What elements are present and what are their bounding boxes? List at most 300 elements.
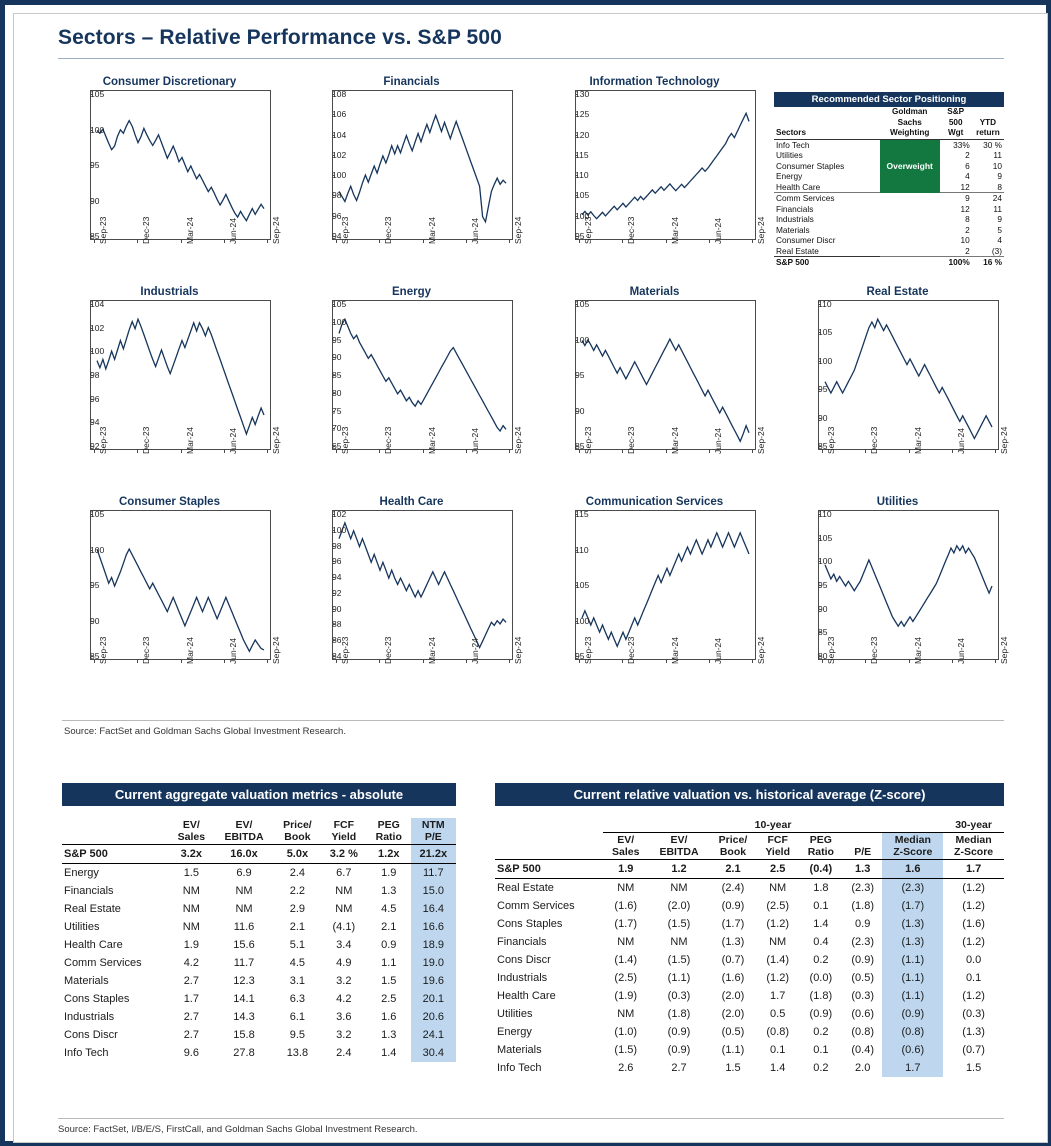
y-tick-mark — [818, 304, 821, 305]
series-line — [576, 301, 756, 450]
x-tick-mark — [94, 240, 95, 243]
y-tick-mark — [575, 94, 578, 95]
y-tick-mark — [90, 236, 93, 237]
chart-title: Information Technology — [589, 76, 720, 88]
abs-cell: 9.5 — [289, 1029, 306, 1041]
abs-cell: 3.2x — [169, 845, 214, 864]
rel-cell: (1.8) — [809, 990, 833, 1002]
rel-cell: (1.9) — [614, 990, 638, 1002]
rec-sector: Financials — [776, 203, 814, 214]
x-tick-mark — [267, 450, 268, 453]
plot-frame — [332, 90, 513, 240]
rel-cell: (0.8) — [882, 1023, 943, 1041]
rec-title: Recommended Sector Positioning — [774, 92, 1004, 107]
abs-cell: 3.6 — [336, 1011, 352, 1023]
abs-cell: 2.2 — [289, 885, 306, 897]
rel-cell: (1.4) — [614, 954, 638, 966]
rel-row — [495, 933, 1004, 951]
plot-area-wrapper — [547, 510, 766, 736]
abs-cell: 15.8 — [233, 1029, 255, 1041]
rel-cell: 0.2 — [813, 1026, 829, 1038]
x-tick-label: Sep-23 — [583, 216, 593, 244]
series-line — [91, 301, 271, 450]
rel-cell: (0.4) — [799, 860, 843, 879]
abs-row — [62, 954, 456, 972]
rel-row-label: Materials — [497, 1044, 542, 1056]
rel-cell: (1.1) — [882, 969, 943, 987]
chart-title: Industrials — [140, 286, 199, 298]
rel-row-label: Cons Staples — [497, 918, 563, 930]
y-tick-mark — [90, 550, 93, 551]
y-tick-mark — [332, 175, 335, 176]
x-tick-label: Sep-23 — [98, 426, 108, 454]
rec-spx-weight: 12 — [960, 203, 970, 214]
x-tick-mark — [995, 450, 996, 453]
abs-cell: 20.6 — [411, 1008, 456, 1026]
x-tick-mark — [94, 660, 95, 663]
x-tick-mark — [822, 660, 823, 663]
rel-col-6: P/E — [843, 833, 883, 860]
x-tick-mark — [224, 450, 225, 453]
rel-cell: (0.9) — [667, 1026, 691, 1038]
abs-col-2: EV/ EBITDA — [214, 818, 274, 845]
x-tick-label: Dec-23 — [869, 636, 880, 664]
y-tick-mark — [332, 446, 335, 447]
rel-cell: (0.9) — [721, 900, 745, 912]
rel-cell: (1.7) — [882, 897, 943, 915]
plot-area-wrapper — [62, 510, 281, 736]
abs-cell: 2.9 — [289, 903, 306, 915]
x-tick-label: Sep-24 — [756, 426, 766, 454]
rec-spx-weight: 10 — [960, 235, 970, 245]
rel-cell: (1.3) — [882, 915, 943, 933]
rec-sector: Consumer Discr — [776, 235, 836, 245]
abs-row — [62, 972, 456, 990]
abs-cell: 2.1 — [381, 921, 397, 933]
chart-real-estate — [790, 286, 1009, 526]
chart-title: Real Estate — [866, 286, 929, 298]
x-tick-label: Dec-23 — [141, 216, 152, 244]
y-tick-mark — [332, 609, 335, 610]
plot-area-wrapper — [547, 90, 766, 316]
abs-cell: 2.1 — [289, 921, 306, 933]
rel-cell: 0.4 — [813, 936, 829, 948]
x-tick-label: Jun-24 — [469, 218, 480, 244]
y-tick-mark — [818, 585, 821, 586]
rel-cell: (0.9) — [851, 954, 874, 966]
abs-cell: 1.6 — [381, 1011, 397, 1023]
x-tick-label: Dec-23 — [141, 636, 152, 664]
rel-cell: (1.5) — [667, 918, 691, 930]
rel-cell: (1.7) — [614, 918, 638, 930]
rec-ytd-return: 24 — [992, 193, 1002, 203]
rel-cell: (1.0) — [614, 1026, 638, 1038]
abs-cell: 6.9 — [236, 867, 252, 879]
abs-row-label: Comm Services — [64, 957, 142, 969]
x-tick-mark — [822, 450, 823, 453]
y-tick-mark — [332, 340, 335, 341]
x-tick-mark — [466, 660, 467, 663]
abs-row-label: Energy — [64, 867, 99, 879]
y-tick-mark — [818, 561, 821, 562]
abs-row — [62, 900, 456, 918]
x-tick-mark — [181, 660, 182, 663]
abs-cell: 19.0 — [411, 954, 456, 972]
x-tick-label: Mar-24 — [426, 217, 437, 244]
rec-row — [774, 214, 1004, 225]
rec-table — [774, 107, 1004, 268]
rec-spx-weight: 4 — [965, 171, 970, 181]
rec-sector: Comm Services — [776, 193, 835, 203]
rel-cell: (2.5) — [766, 900, 789, 912]
abs-cell: 6.3 — [289, 993, 306, 1005]
x-tick-label: Sep-23 — [98, 636, 108, 664]
rel-col-2: EV/ EBITDA — [649, 833, 710, 860]
plot-frame — [90, 90, 271, 240]
rel-cell: (0.8) — [766, 1026, 789, 1038]
rel-cell: (1.1) — [882, 987, 943, 1005]
abs-cell: 2.7 — [183, 975, 199, 987]
rel-cell: 1.7 — [943, 860, 1004, 879]
y-tick-mark — [575, 236, 578, 237]
abs-row-label: Cons Discr — [64, 1029, 118, 1041]
plot-frame — [90, 300, 271, 450]
bottom-source: Source: FactSet, I/B/E/S, FirstCall, and Goldman Sachs Global Investment Research. — [58, 1124, 418, 1135]
y-tick-mark — [818, 389, 821, 390]
series-line — [333, 91, 513, 240]
plot-frame — [332, 300, 513, 450]
chart-consumer-discretionary — [62, 76, 281, 316]
y-tick-mark — [818, 538, 821, 539]
rel-row — [495, 987, 1004, 1005]
plot-frame — [818, 510, 999, 660]
rec-col-sectors: Sectors — [774, 107, 880, 139]
y-tick-mark — [90, 328, 93, 329]
x-tick-label: Sep-24 — [756, 636, 766, 664]
abs-cell: 1.5 — [381, 975, 397, 987]
rec-row — [774, 204, 1004, 215]
rec-col-ytd: YTD return — [972, 107, 1004, 139]
abs-benchmark-row — [62, 845, 456, 864]
y-tick-mark — [332, 624, 335, 625]
rel-col-8: Median Z-Score — [943, 833, 1004, 860]
rel-row-label: Financials — [497, 936, 547, 948]
rel-cell: (0.8) — [851, 1026, 874, 1038]
y-tick-mark — [818, 514, 821, 515]
y-tick-mark — [818, 609, 821, 610]
y-tick-mark — [332, 322, 335, 323]
x-tick-label: Sep-23 — [340, 216, 350, 244]
x-tick-label: Dec-23 — [626, 426, 637, 454]
rel-cell: (0.6) — [882, 1041, 943, 1059]
rel-cell: 2.1 — [709, 860, 756, 879]
x-tick-label: Sep-23 — [583, 426, 593, 454]
title-divider — [58, 58, 1004, 59]
x-tick-mark — [865, 450, 866, 453]
y-tick-mark — [90, 621, 93, 622]
plot-frame — [818, 300, 999, 450]
rel-cell: (0.5) — [721, 1026, 745, 1038]
x-tick-mark — [666, 660, 667, 663]
x-tick-mark — [181, 240, 182, 243]
abs-cell: 2.7 — [183, 1011, 199, 1023]
y-tick-mark — [90, 94, 93, 95]
rel-cell: NM — [670, 882, 688, 894]
y-tick-mark — [575, 195, 578, 196]
rel-cell: 2.5 — [757, 860, 799, 879]
y-tick-mark — [90, 304, 93, 305]
abs-cell: 4.5 — [289, 957, 306, 969]
y-tick-mark — [575, 514, 578, 515]
abs-cell: 15.0 — [411, 882, 456, 900]
rel-group-blank — [495, 818, 603, 833]
abs-cell: 3.1 — [289, 975, 306, 987]
abs-row — [62, 1044, 456, 1062]
x-tick-mark — [666, 450, 667, 453]
rel-row-label: Industrials — [497, 972, 548, 984]
rec-row — [774, 139, 1004, 150]
x-tick-mark — [952, 450, 953, 453]
plot-frame — [575, 510, 756, 660]
x-tick-mark — [336, 450, 337, 453]
rel-cell: 2.0 — [855, 1062, 871, 1074]
x-tick-label: Sep-24 — [271, 636, 281, 664]
rec-spx-weight: 9 — [965, 193, 970, 203]
y-tick-mark — [818, 446, 821, 447]
abs-header-row — [62, 818, 456, 845]
y-tick-mark — [90, 130, 93, 131]
rel-row — [495, 1005, 1004, 1023]
rel-row — [495, 1059, 1004, 1077]
x-tick-mark — [137, 240, 138, 243]
rec-sector: Info Tech — [776, 139, 810, 150]
rec-overweight-block: Overweight — [880, 139, 940, 193]
rel-cell: 0.1 — [965, 972, 982, 984]
series-line — [91, 91, 271, 240]
rel-col-3: Price/ Book — [709, 833, 756, 860]
y-tick-mark — [90, 514, 93, 515]
rel-cell: NM — [769, 882, 787, 894]
x-tick-label: Sep-24 — [513, 216, 523, 244]
x-tick-label: Mar-24 — [669, 217, 680, 244]
x-tick-label: Sep-24 — [999, 426, 1009, 454]
rel-row-label: Energy — [497, 1026, 532, 1038]
rel-row-label: S&P 500 — [495, 860, 603, 879]
x-tick-mark — [709, 450, 710, 453]
abs-row-label: Utilities — [64, 921, 100, 933]
y-tick-mark — [332, 357, 335, 358]
rel-col-0 — [495, 833, 603, 860]
x-tick-mark — [909, 660, 910, 663]
rel-cell: (1.1) — [667, 972, 691, 984]
x-tick-label: Mar-24 — [912, 637, 923, 664]
chart-financials — [304, 76, 523, 316]
x-tick-mark — [622, 660, 623, 663]
plot-frame — [332, 510, 513, 660]
chart-utilities — [790, 496, 1009, 736]
abs-cell: 1.4 — [381, 1047, 397, 1059]
absolute-valuation-table — [62, 818, 456, 1062]
rel-cell: (1.3) — [962, 1026, 985, 1038]
rel-cell: (2.0) — [721, 990, 745, 1002]
rec-ytd-return: 11 — [993, 203, 1002, 214]
rel-cell: 0.2 — [813, 954, 829, 966]
x-tick-label: Mar-24 — [184, 637, 195, 664]
rel-row — [495, 1041, 1004, 1059]
rel-cell: (0.7) — [721, 954, 745, 966]
rel-cell: NM — [617, 936, 635, 948]
rel-row-label: Comm Services — [497, 900, 575, 912]
x-tick-label: Jun-24 — [227, 428, 238, 454]
rel-row-label: Health Care — [497, 990, 556, 1002]
y-tick-mark — [332, 236, 335, 237]
abs-cell: 1.5 — [183, 867, 199, 879]
x-tick-label: Dec-23 — [383, 216, 394, 244]
chart-title: Energy — [392, 286, 431, 298]
rec-spx-weight: 12 — [940, 182, 972, 193]
abs-col-5: PEG Ratio — [367, 818, 411, 845]
abs-cell: 1.9 — [183, 939, 199, 951]
y-tick-mark — [332, 135, 335, 136]
x-tick-mark — [952, 660, 953, 663]
abs-cell: NM — [182, 903, 200, 915]
x-tick-mark — [865, 660, 866, 663]
x-tick-label: Dec-23 — [383, 426, 394, 454]
rel-row — [495, 897, 1004, 915]
plot-area-wrapper — [790, 510, 1009, 736]
rel-cell: (0.5) — [851, 972, 874, 984]
plot-area-wrapper — [304, 300, 523, 526]
rel-cell: (1.2) — [962, 900, 985, 912]
plot-area-wrapper — [547, 300, 766, 526]
x-tick-label: Jun-24 — [955, 638, 966, 664]
abs-row — [62, 882, 456, 900]
x-tick-mark — [379, 240, 380, 243]
rel-cell: NM — [617, 882, 635, 894]
abs-cell: 16.4 — [411, 900, 456, 918]
chart-title: Health Care — [379, 496, 444, 508]
y-tick-mark — [332, 428, 335, 429]
abs-cell: 5.1 — [289, 939, 306, 951]
abs-cell: NM — [182, 885, 200, 897]
rel-cell: 0.1 — [770, 1044, 786, 1056]
x-tick-mark — [622, 240, 623, 243]
abs-row-label: Financials — [64, 885, 114, 897]
y-tick-mark — [90, 446, 93, 447]
y-tick-mark — [575, 135, 578, 136]
x-tick-label: Dec-23 — [141, 426, 152, 454]
y-tick-mark — [90, 201, 93, 202]
rel-cell: (0.3) — [962, 1008, 985, 1020]
x-tick-label: Dec-23 — [626, 216, 637, 244]
rel-col-7: Median Z-Score — [882, 833, 943, 860]
rel-cell: 0.9 — [855, 918, 871, 930]
rel-cell: (2.5) — [614, 972, 638, 984]
y-tick-mark — [818, 632, 821, 633]
abs-table-title: Current aggregate valuation metrics - absolute — [62, 783, 456, 806]
rel-row — [495, 969, 1004, 987]
x-tick-label: Dec-23 — [626, 636, 637, 664]
plot-area-wrapper — [790, 300, 1009, 526]
x-tick-mark — [94, 450, 95, 453]
rel-cell: (1.2) — [962, 990, 985, 1002]
rel-cell: 0.0 — [965, 954, 982, 966]
rel-cell: (0.6) — [851, 1008, 874, 1020]
abs-row-label: Real Estate — [64, 903, 121, 915]
abs-cell: 27.8 — [233, 1047, 255, 1059]
rel-cell: (1.6) — [721, 972, 745, 984]
abs-cell: NM — [335, 903, 353, 915]
y-tick-mark — [332, 114, 335, 115]
y-tick-mark — [332, 195, 335, 196]
rel-cell: (1.8) — [667, 1008, 691, 1020]
page-title: Sectors – Relative Performance vs. S&P 500 — [58, 26, 502, 49]
series-line — [333, 301, 513, 450]
chart-title: Consumer Discretionary — [102, 76, 237, 88]
x-tick-label: Sep-24 — [513, 636, 523, 664]
rec-spx-weight: 2 — [965, 224, 970, 235]
y-tick-mark — [575, 656, 578, 657]
x-tick-label: Sep-23 — [583, 636, 593, 664]
abs-cell: (4.1) — [332, 921, 356, 933]
rel-cell: (2.3) — [851, 882, 874, 894]
rel-cell: (0.4) — [851, 1044, 874, 1056]
x-tick-mark — [224, 240, 225, 243]
x-tick-label: Jun-24 — [712, 218, 723, 244]
rel-cell: (1.5) — [667, 954, 691, 966]
chart-communication-services — [547, 496, 766, 736]
y-tick-mark — [90, 351, 93, 352]
chart-energy — [304, 286, 523, 526]
abs-cell: 4.2 — [183, 957, 199, 969]
chart-title: Consumer Staples — [119, 496, 220, 508]
rec-row — [774, 235, 1004, 246]
rec-col-spx-wgt: S&P 500 Wgt — [940, 107, 972, 139]
abs-cell: 2.7 — [183, 1029, 199, 1041]
rel-cell: 1.4 — [813, 918, 829, 930]
rec-sector: Industrials — [776, 214, 814, 224]
y-tick-mark — [332, 304, 335, 305]
abs-cell: NM — [182, 921, 200, 933]
x-tick-label: Mar-24 — [912, 427, 923, 454]
abs-cell: 24.1 — [411, 1026, 456, 1044]
x-tick-label: Jun-24 — [712, 428, 723, 454]
rec-weight-blank — [880, 235, 940, 246]
rec-spx-weight: 6 — [965, 160, 970, 171]
chart-title: Materials — [629, 286, 680, 298]
abs-cell: 1.7 — [183, 993, 199, 1005]
x-tick-label: Mar-24 — [184, 217, 195, 244]
rel-group-30y: 30-year — [943, 818, 1004, 833]
rec-row — [774, 246, 1004, 257]
rel-cell: (0.9) — [809, 1008, 833, 1020]
abs-row — [62, 1026, 456, 1044]
x-tick-label: Jun-24 — [469, 428, 480, 454]
rec-total-row — [774, 257, 1004, 268]
plot-area-wrapper — [62, 90, 281, 316]
rec-total-label: S&P 500 — [774, 257, 880, 268]
abs-cell: 4.5 — [381, 903, 397, 915]
rel-cell: 0.1 — [813, 1044, 829, 1056]
chart-industrials — [62, 286, 281, 526]
rel-cell: (2.4) — [721, 882, 745, 894]
rel-cell: (1.2) — [766, 918, 789, 930]
rel-cell: 1.5 — [725, 1062, 741, 1074]
rel-cell: (1.2) — [766, 972, 789, 984]
abs-cell: 5.0x — [274, 845, 321, 864]
abs-cell: 4.9 — [336, 957, 352, 969]
x-tick-label: Sep-24 — [513, 426, 523, 454]
